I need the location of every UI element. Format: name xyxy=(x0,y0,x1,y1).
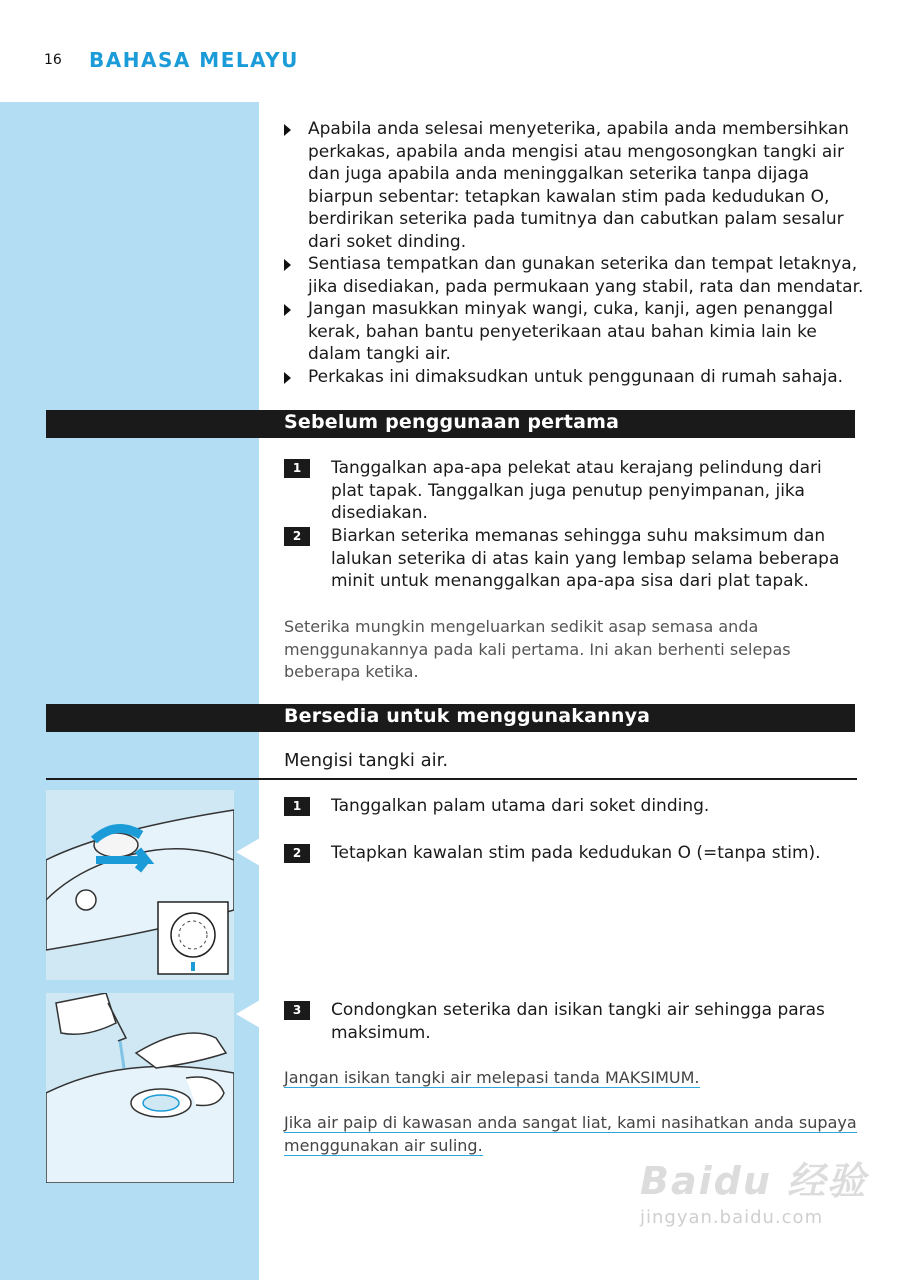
iron-filling-icon xyxy=(46,993,234,1183)
list-item: Apabila anda selesai menyeterika, apabila anda membersihkan perkakas, apabila anda mengisi atau mengosongkan tangki air dan juga apabila anda meninggalkan seterika tanpa dijaga biarpun sebentar: tetapkan kawalan stim pada kedudukan O, berdirikan seterika pada tumitnya dan cabutkan palam sesalur dari soket dinding. xyxy=(284,118,864,253)
bullet-icon xyxy=(284,124,291,136)
fill-tank-illustration xyxy=(46,993,234,1183)
section-heading-preparing: Bersedia untuk menggunakannya xyxy=(46,704,855,732)
max-fill-note: Jangan isikan tangki air melepasi tanda MAKSIMUM. xyxy=(284,1068,700,1087)
list-item: Perkakas ini dimaksudkan untuk penggunaan di rumah sahaja. xyxy=(284,366,864,389)
list-item: Jangan masukkan minyak wangi, cuka, kanji, agen penanggal kerak, bahan bantu penyeterikaan atau bahan kimia lain ke dalam tangki air. xyxy=(284,298,864,366)
bullet-icon xyxy=(284,304,291,316)
divider xyxy=(46,778,857,780)
step-text: Biarkan seterika memanas sehingga suhu maksimum dan lalukan seterika di atas kain yang lembap selama beberapa minit untuk menanggalkan apa-apa sisa dari plat tapak. xyxy=(331,526,840,591)
step-item xyxy=(284,457,859,525)
pointer-arrow xyxy=(236,1000,260,1028)
step-number: 2 xyxy=(284,844,310,863)
first-use-note: Seterika mungkin mengeluarkan sedikit asap semasa anda menggunakannya pada kali pertama. Ini akan berhenti selepas beberapa ketika. xyxy=(284,617,791,681)
step-text: Tanggalkan palam utama dari soket dinding. xyxy=(331,796,710,816)
watermark-url: jingyan.baidu.com xyxy=(640,1207,824,1228)
section-heading-first-use: Sebelum penggunaan pertama xyxy=(46,410,855,438)
step-number: 1 xyxy=(284,797,310,816)
step-item xyxy=(284,999,859,1044)
step-text: Condongkan seterika dan isikan tangki air sehingga paras maksimum. xyxy=(331,1000,825,1043)
bullet-icon xyxy=(284,372,291,384)
steam-dial-illustration xyxy=(46,790,234,980)
safety-bullet-list xyxy=(284,118,864,388)
watermark xyxy=(640,1150,867,1228)
subheading-fill-tank: Mengisi tangki air. xyxy=(284,750,449,771)
iron-steam-control-icon xyxy=(46,790,234,980)
page-number: 16 xyxy=(44,52,62,68)
step-number: 1 xyxy=(284,459,310,478)
step-number: 2 xyxy=(284,527,310,546)
distilled-water-note: Jika air paip di kawasan anda sangat liat, kami nasihatkan anda supaya menggunakan air suling. xyxy=(284,1113,857,1155)
watermark-logo: Baidu 经验 xyxy=(640,1159,868,1203)
step-text: Tetapkan kawalan stim pada kedudukan O (=tanpa stim). xyxy=(331,843,821,863)
step-item xyxy=(284,842,859,865)
step-item xyxy=(284,525,859,593)
step-number: 3 xyxy=(284,1001,310,1020)
bullet-icon xyxy=(284,259,291,271)
step-text: Tanggalkan apa-apa pelekat atau kerajang pelindung dari plat tapak. Tanggalkan juga penutup penyimpanan, jika disediakan. xyxy=(331,458,822,523)
pointer-arrow xyxy=(236,838,260,866)
list-item: Sentiasa tempatkan dan gunakan seterika dan tempat letaknya, jika disediakan, pada permukaan yang stabil, rata dan mendatar. xyxy=(284,253,864,298)
step-item xyxy=(284,795,859,818)
language-title: BAHASA MELAYU xyxy=(89,48,299,72)
